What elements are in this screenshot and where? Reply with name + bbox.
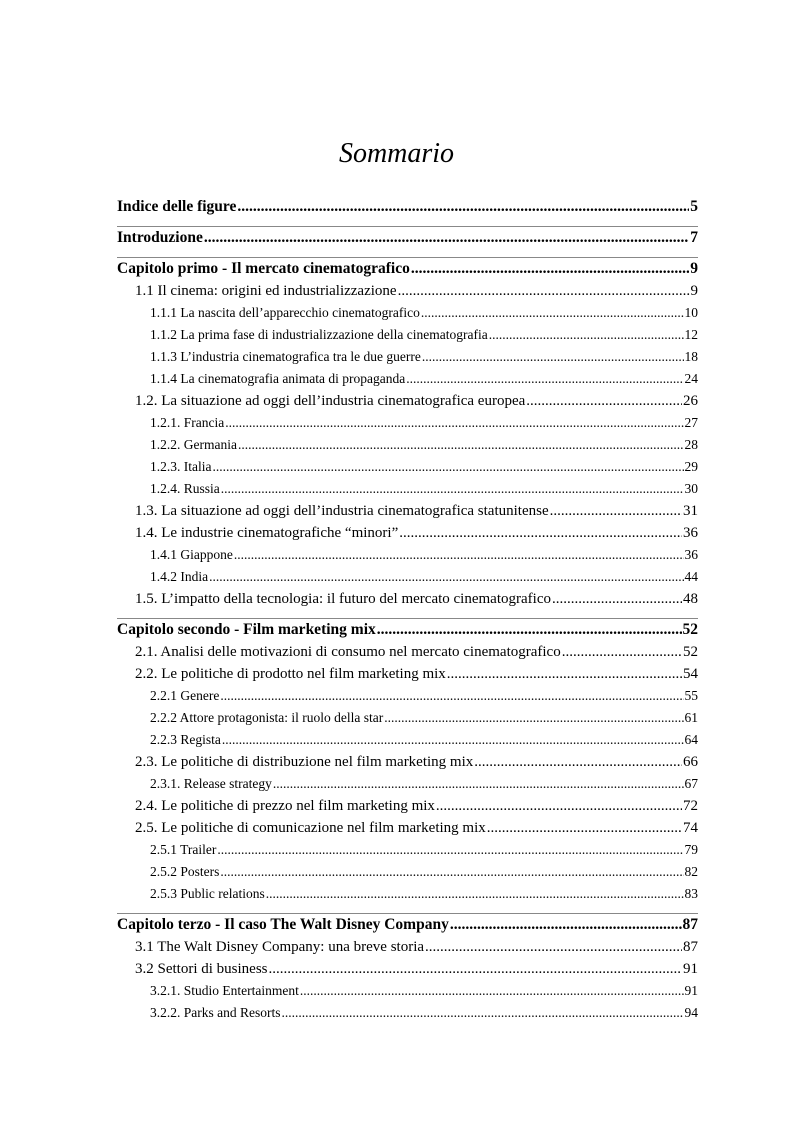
dot-leader — [212, 456, 683, 478]
toc-entry[interactable] — [117, 588, 698, 610]
dot-leader — [273, 773, 684, 795]
toc-entry-label: 3.2.1. Studio Entertainment — [150, 983, 299, 998]
toc-entry-label: 2.2.1 Genere — [150, 688, 220, 703]
dot-leader — [450, 914, 682, 936]
toc-entry-label: 2.4. Le politiche di prezzo nel film marketing mix — [135, 798, 435, 814]
toc-entry-page: 48 — [683, 591, 698, 607]
toc-entry[interactable] — [117, 914, 698, 936]
dot-leader — [269, 958, 682, 980]
toc-entry-page: 24 — [684, 371, 698, 386]
page-title: Sommario — [338, 138, 455, 169]
toc-entry-page: 9 — [690, 260, 698, 277]
toc-entry-page: 12 — [684, 327, 698, 342]
dot-leader — [300, 980, 684, 1002]
toc-entry[interactable] — [117, 685, 698, 707]
toc-entry-page: 5 — [690, 198, 698, 215]
toc-entry-page: 79 — [684, 842, 698, 857]
toc-entry-label: 1.2. La situazione ad oggi dell’industria cinematografica europea — [135, 393, 526, 409]
toc-entry-page: 66 — [683, 754, 698, 770]
toc-entry[interactable] — [117, 883, 698, 905]
toc-entry[interactable] — [117, 861, 698, 883]
toc-entry[interactable] — [117, 478, 698, 500]
toc-entry[interactable] — [117, 751, 698, 773]
toc-entry[interactable] — [117, 258, 698, 280]
toc-entry-label: 1.5. L’impatto della tecnologia: il futuro del mercato cinematografico — [135, 591, 551, 607]
toc-entry-label: Indice delle figure — [117, 198, 237, 215]
dot-leader — [377, 619, 682, 641]
toc-entry-label: 2.3.1. Release strategy — [150, 776, 272, 791]
toc-entry-label: 1.2.4. Russia — [150, 481, 220, 496]
toc-entry[interactable] — [117, 227, 698, 249]
toc-entry-label: 2.1. Analisi delle motivazioni di consumo nel mercato cinematografico — [135, 644, 561, 660]
toc-entry-label: 1.1.2 La prima fase di industrializzazione della cinematografia — [150, 327, 488, 342]
toc-entry-page: 91 — [684, 983, 698, 998]
toc-entry-label: 2.5.2 Posters — [150, 864, 220, 879]
toc-entry-label: 2.5.1 Trailer — [150, 842, 217, 857]
toc-entry[interactable] — [117, 619, 698, 641]
dot-leader — [238, 434, 684, 456]
dot-leader — [421, 302, 684, 324]
toc-entry-label: 2.5. Le politiche di comunicazione nel film marketing mix — [135, 820, 486, 836]
toc-entry-page: 31 — [683, 503, 698, 519]
toc-entry[interactable] — [117, 456, 698, 478]
toc-entry-page: 36 — [683, 525, 698, 541]
toc-entry-label: 2.2. Le politiche di prodotto nel film marketing mix — [135, 666, 446, 682]
toc-entry-label: 1.2.3. Italia — [150, 459, 212, 474]
toc-entry[interactable] — [117, 795, 698, 817]
dot-leader — [222, 729, 684, 751]
toc-entry-label: 1.1.1 La nascita dell’apparecchio cinematografico — [150, 305, 420, 320]
dot-leader — [221, 478, 684, 500]
dot-leader — [399, 522, 682, 544]
toc-entry-page: 54 — [683, 666, 698, 682]
toc-entry[interactable] — [117, 434, 698, 456]
dot-leader — [447, 663, 682, 685]
toc-entry[interactable] — [117, 817, 698, 839]
toc-entry-label: Capitolo primo - Il mercato cinematografico — [117, 260, 410, 277]
toc-entry-label: 1.3. La situazione ad oggi dell’industria cinematografica statunitense — [135, 503, 549, 519]
toc-entry-page: 87 — [682, 916, 698, 933]
toc-entry-label: 1.4.2 India — [150, 569, 209, 584]
toc-entry[interactable] — [117, 390, 698, 412]
toc-entry-label: Capitolo terzo - Il caso The Walt Disney Company — [117, 916, 449, 933]
toc-entry-label: 3.2.2. Parks and Resorts — [150, 1005, 281, 1020]
toc-entry-label: 3.1 The Walt Disney Company: una breve storia — [135, 939, 425, 955]
dot-leader — [422, 346, 684, 368]
toc-entry[interactable] — [117, 707, 698, 729]
toc-entry-label: 2.5.3 Public relations — [150, 886, 265, 901]
toc-entry-label: 2.3. Le politiche di distribuzione nel film marketing mix — [135, 754, 474, 770]
toc-entry-page: 82 — [684, 864, 698, 879]
toc-entry-page: 44 — [684, 569, 698, 584]
toc-entry[interactable] — [117, 324, 698, 346]
dot-leader — [398, 280, 690, 302]
toc-entry-label: 3.2 Settori di business — [135, 961, 268, 977]
toc-entry[interactable] — [117, 936, 698, 958]
toc-entry-page: 27 — [684, 415, 698, 430]
toc-entry-page: 94 — [684, 1005, 698, 1020]
toc-entry[interactable] — [117, 729, 698, 751]
toc-entry-page: 10 — [684, 305, 698, 320]
toc-entry-page: 7 — [690, 229, 698, 246]
dot-leader — [220, 685, 683, 707]
toc-entry[interactable] — [117, 346, 698, 368]
dot-leader — [411, 258, 689, 280]
dot-leader — [384, 707, 683, 729]
toc-entry-page: 52 — [683, 644, 698, 660]
toc-entry-page: 18 — [684, 349, 698, 364]
toc-entry[interactable] — [117, 641, 698, 663]
toc-entry-label: 1.2.1. Francia — [150, 415, 225, 430]
dot-leader — [237, 196, 689, 218]
toc-entry-label: 1.4. Le industrie cinematografiche “minori” — [135, 525, 399, 541]
dot-leader — [474, 751, 682, 773]
toc-entry-label: 1.1.4 La cinematografia animata di propaganda — [150, 371, 406, 386]
toc-entry-label: Capitolo secondo - Film marketing mix — [117, 621, 376, 638]
toc-entry[interactable] — [117, 958, 698, 980]
dot-leader — [406, 368, 683, 390]
toc-entry[interactable] — [117, 839, 698, 861]
toc-entry-page: 30 — [684, 481, 698, 496]
toc-entry-page: 36 — [684, 547, 698, 562]
toc-entry[interactable] — [117, 566, 698, 588]
toc-entry-label: 1.1 Il cinema: origini ed industrializzazione — [135, 283, 397, 299]
toc-entry-page: 26 — [683, 393, 698, 409]
toc-entry-page: 55 — [684, 688, 698, 703]
toc-entry-label: 1.1.3 L’industria cinematografica tra le due guerre — [150, 349, 421, 364]
dot-leader — [282, 1002, 684, 1024]
dot-leader — [204, 227, 689, 249]
toc-entry-page: 61 — [684, 710, 698, 725]
dot-leader — [526, 390, 682, 412]
dot-leader — [436, 795, 682, 817]
toc-entry-label: 1.2.2. Germania — [150, 437, 237, 452]
dot-leader — [234, 544, 684, 566]
toc-entry[interactable] — [117, 368, 698, 390]
toc-entry-page: 9 — [690, 283, 698, 299]
toc-entry-page: 91 — [683, 961, 698, 977]
toc-entry-page: 87 — [683, 939, 698, 955]
toc-entry-label: 1.4.1 Giappone — [150, 547, 233, 562]
toc-entry[interactable] — [117, 544, 698, 566]
dot-leader — [225, 412, 683, 434]
toc-entry-page: 28 — [684, 437, 698, 452]
toc-entry[interactable] — [117, 500, 698, 522]
toc-entry[interactable] — [117, 302, 698, 324]
toc-entry-label: Introduzione — [117, 229, 203, 246]
dot-leader — [552, 588, 682, 610]
toc-entry[interactable] — [117, 280, 698, 302]
dot-leader — [220, 861, 683, 883]
toc-entry-page: 64 — [684, 732, 698, 747]
dot-leader — [266, 883, 684, 905]
toc-entry-page: 67 — [684, 776, 698, 791]
dot-leader — [550, 500, 682, 522]
table-of-contents — [117, 196, 698, 1024]
toc-entry-label: 2.2.3 Regista — [150, 732, 221, 747]
toc-entry-page: 72 — [683, 798, 698, 814]
toc-entry[interactable] — [117, 196, 698, 218]
toc-entry-page: 83 — [684, 886, 698, 901]
dot-leader — [209, 566, 683, 588]
toc-entry[interactable] — [117, 412, 698, 434]
toc-entry-page: 74 — [683, 820, 698, 836]
dot-leader — [489, 324, 684, 346]
toc-entry[interactable] — [117, 663, 698, 685]
toc-entry[interactable] — [117, 980, 698, 1002]
toc-entry-page: 52 — [682, 621, 698, 638]
toc-entry-label: 2.2.2 Attore protagonista: il ruolo della star — [150, 710, 384, 725]
dot-leader — [217, 839, 683, 861]
dot-leader — [562, 641, 682, 663]
dot-leader — [487, 817, 682, 839]
toc-entry-page: 29 — [684, 459, 698, 474]
toc-entry[interactable] — [117, 1002, 698, 1024]
toc-entry[interactable] — [117, 773, 698, 795]
toc-entry[interactable] — [117, 522, 698, 544]
dot-leader — [425, 936, 682, 958]
